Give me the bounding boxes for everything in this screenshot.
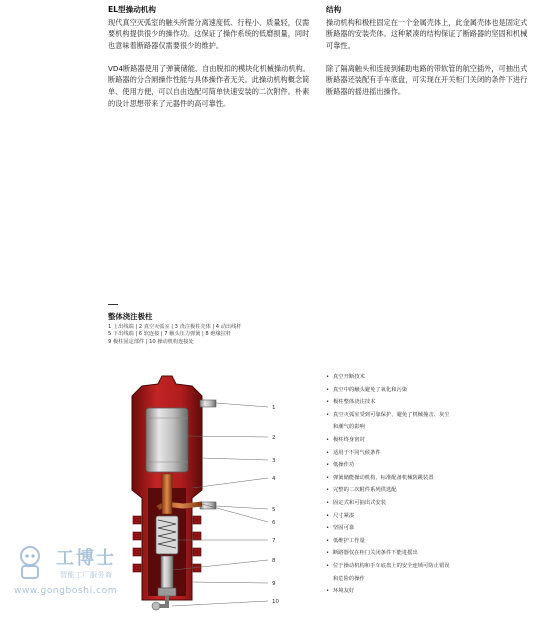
callout-7: 7 — [272, 538, 276, 544]
callout-8: 8 — [272, 558, 276, 564]
callout-4: 4 — [272, 476, 276, 482]
left-text-column — [108, 4, 314, 121]
list-item: • 真空开断技术 — [326, 374, 365, 380]
vacuum-interrupter — [146, 408, 188, 472]
right-paragraph-2: 除了隔离触头和连接到辅助电路的带软管的航空插外，可抽出式断路器还装配有手车底盘，可实现在开关柜门关闭的条件下进行断路器的摇进摇出操作。 — [326, 63, 528, 97]
watermark-url: www.gongboshi.com — [14, 586, 118, 596]
watermark-subtitle: 智能工厂服务商 — [60, 571, 113, 579]
robot-logo-icon — [10, 542, 50, 582]
list-item: • 真空灭弧室受到可靠保护，避免了机械撞击、灰尘 和潮气的影响 — [326, 411, 450, 431]
callout-2: 2 — [272, 435, 276, 441]
left-paragraph-2: VD4断路器使用了弹簧储能、自由脱扣的模块化机械操动机构。断路器的分合闸操作性能与具体操作者无关。此操动机构概念简单、使用方便，可以自由选配可简单快速安装的二次附件。朴素的设计思想带来了元器件的高可靠性。 — [108, 63, 310, 108]
right-text-column — [326, 4, 534, 109]
list-item: • 弹簧储能操动机构，标准配备机械防跳装置 — [326, 474, 434, 481]
list-item: • 断路器仅在柜门关闭条件下能进摇出 — [326, 550, 418, 557]
callout-5: 5 — [272, 507, 276, 513]
callout-3: 3 — [272, 458, 276, 464]
list-item: • 极柱整体浇注技术 — [326, 399, 376, 406]
pole-section-header — [108, 304, 308, 346]
watermark-brand: 工博士 — [56, 548, 116, 569]
callout-10: 10 — [272, 599, 279, 605]
list-item: • 环境友好 — [326, 588, 355, 595]
list-item: • 尺寸紧凑 — [326, 512, 355, 519]
list-item: • 低维护工作量 — [326, 537, 365, 544]
legend-line-1: 1 上出线端 | 2 真空灭弧室 | 3 浇注极柱壳体 | 4 动出线杆 — [108, 324, 242, 330]
right-heading: 结构 — [326, 5, 342, 14]
list-item: • 适用于不同气候条件 — [326, 449, 381, 456]
left-paragraph-1: 现代真空灭弧室的触头所需分离速度低、行程小、质量轻，仅需要机构提供很少的操作功。这保证了操作系统的低磨损量，同时也意味着断路器仅需要很少的维护。 — [108, 17, 310, 50]
list-item: • 位于操动机构和手车底盘上的安全连锁可防止错误 和危险的操作 — [326, 562, 450, 582]
upper-terminal — [200, 400, 216, 407]
legend-line-2: 5 下出线端 | 6 软连接 | 7 触头压力弹簧 | 8 绝缘拉杆 — [108, 331, 232, 338]
legend-line-3: 9 极柱固定部件 | 10 操动机构连接处 — [108, 338, 194, 345]
callout-9: 9 — [272, 581, 276, 587]
list-item: • 真空中的触头避免了氧化和污染 — [326, 386, 408, 393]
list-item: • 固定式和可抽出式安装 — [326, 499, 386, 506]
list-item: • 完整的二次附件系列供选配 — [326, 487, 397, 494]
callout-6: 6 — [272, 520, 276, 526]
left-heading: EL型操动机构 — [108, 5, 156, 14]
list-item: • 极柱终身密封 — [326, 436, 365, 443]
callout-1: 1 — [272, 405, 276, 411]
watermark — [10, 530, 160, 610]
feature-list — [326, 374, 536, 601]
right-paragraph-1: 操动机构和极柱固定在一个金属壳体上，此金属壳体也是固定式断路器的安装壳体。这种紧凑的结构保证了断路器的坚固和机械可靠性。 — [326, 17, 528, 50]
section-divider — [108, 304, 118, 305]
section-title: 整体浇注极柱 — [108, 312, 153, 321]
list-item: • 坚固可靠 — [326, 525, 355, 532]
list-item: • 低操作功 — [326, 462, 355, 469]
